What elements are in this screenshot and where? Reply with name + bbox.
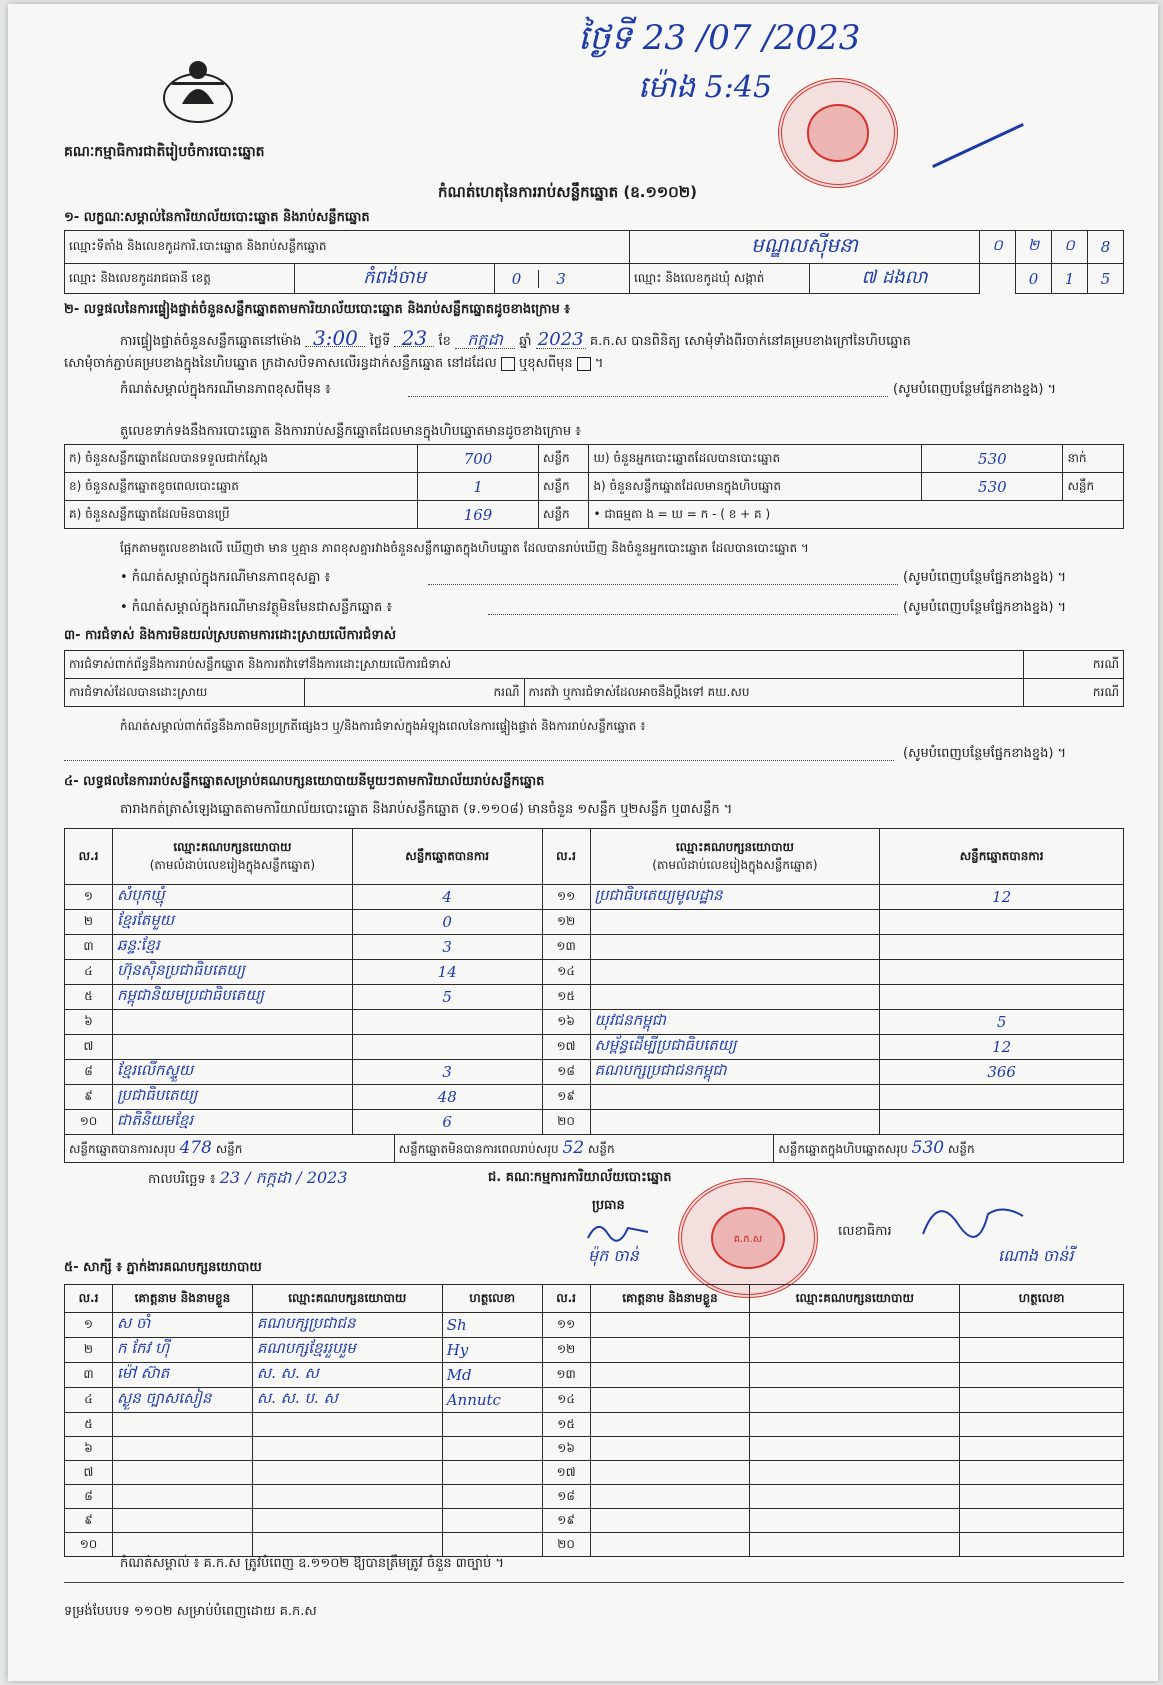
party-votes: 3 [352, 1060, 542, 1085]
witness-name: ម៉ៅ ស៊ាត [112, 1363, 252, 1388]
stat-label: ង) ចំនួនសន្លឹកឆ្នោតដែលមានក្នុងហិបឆ្នោត [589, 473, 922, 501]
total-ballots-in-box: 530 [911, 1138, 945, 1158]
party-votes [880, 1085, 1124, 1110]
row-number: ១៨ [542, 1485, 590, 1509]
row-number: ២ [65, 1338, 113, 1363]
footer-note: កំណត់សម្គាល់ ៖ គ.ក.ស ត្រូវបំពេញ ឧ.១១០២ ឱ្យបានត្រឹមត្រូវ ចំនួន ៣ច្បាប់ ។ [120, 1556, 504, 1571]
witness-signature [960, 1388, 1124, 1413]
verification-time: 3:00 [305, 330, 365, 347]
party-votes: 12 [880, 885, 1124, 910]
row-number: ៣ [65, 1363, 113, 1388]
office-code-digit: ២ [1016, 231, 1052, 264]
witness-name [590, 1461, 750, 1485]
table-row [65, 1363, 1124, 1388]
party-votes [880, 910, 1124, 935]
totals-table: សន្លឹកឆ្នោតបានការសរុប 478 សន្លឹក សន្លឹកឆ្នោតមិនបានការពេលរាប់សរុប 52 សន្លឹក សន្លឹកឆ្នោតក្នុងហិបឆ្នោតសរុប 530 សន្លឹក [64, 1134, 1124, 1163]
witness-signature: Sh [442, 1313, 542, 1338]
office-code-digit: ០ [980, 231, 1016, 264]
bullet-difference: • កំណត់សម្គាល់ក្នុងករណីមានភាពខុសគ្នា ៖ [120, 570, 331, 585]
row-number: ៩ [65, 1085, 113, 1110]
committee-signature-label: ជ. គណៈកម្មការការិយាល័យបោះឆ្នោត [488, 1170, 672, 1185]
witness-party [750, 1485, 960, 1509]
row-number: ៦ [65, 1010, 113, 1035]
stat-label: គ) ចំនួនសន្លឹកឆ្នោតដែលមិនបានប្រើ [65, 501, 418, 529]
party-votes [880, 935, 1124, 960]
province-code-digit: 3 [556, 269, 566, 288]
chairman-signature [583, 1216, 653, 1246]
table-row [65, 1085, 1124, 1110]
total-invalid-votes: 52 [562, 1138, 585, 1158]
vote-sheet-count: តារាងកត់ត្រាសំឡេងឆ្នោតតាមការិយាល័យបោះឆ្នោត និងរាប់សន្លឹកឆ្នោត (ទ.១១០៨) មានចំនួន ១សន្លឹក ឬ២សន្លឹក ឬ៣សន្លឹក ។ [120, 802, 733, 817]
row-number: ៤ [65, 960, 113, 985]
row-number: ៨ [65, 1060, 113, 1085]
row-number: ១៩ [542, 1085, 590, 1110]
witness-table: ល.រ គោត្តនាម និងនាមខ្លួន ឈ្មោះគណបក្សនយោបាយ ហត្ថលេខា ល.រ គោត្តនាម និងនាមខ្លួន ឈ្មោះគណបក្សនយោបាយ ហត្ថលេខា ១ ស ចាំ គណបក្សប្រជាជន Sh ១១ ២ ក កែវ ហ៊ី គណបក្សខ្មែររួបរួម Hy ១២ ៣ ម៉ៅ ស៊ាត ស. ស. ស Md ១៣ ៤ ស្ងួន ច្បាសសៀន ស. ស. ប. ស Annutc ១៤ ៥ ១៥ ៦ ១៦ ៧ ១៧ ៨ ១៨ ៩ ១៩ ១០ ២០ [64, 1284, 1124, 1557]
row-number: ១៣ [542, 1363, 590, 1388]
stat-label: ឃ) ចំនួនអ្នកបោះឆ្នោតដែលបានបោះឆ្នោត [589, 445, 922, 473]
party-name: យុវជនកម្ពុជា [590, 1010, 880, 1035]
witness-signature [960, 1363, 1124, 1388]
witness-signature [960, 1509, 1124, 1533]
witness-party [252, 1413, 442, 1437]
row-number: ១៣ [542, 935, 590, 960]
witness-name: ក កែវ ហ៊ី [112, 1338, 252, 1363]
witness-signature [960, 1533, 1124, 1557]
party-votes: 0 [352, 910, 542, 935]
party-name [590, 985, 880, 1010]
secretary-signature [918, 1194, 1028, 1244]
witness-name [112, 1485, 252, 1509]
witness-signature [960, 1485, 1124, 1509]
secretary-name: ណោង ចាន់រី [998, 1246, 1074, 1265]
party-votes [880, 960, 1124, 985]
witness-party [750, 1533, 960, 1557]
form-sheet [8, 4, 1158, 1681]
witness-name [590, 1313, 750, 1338]
province-label: ឈ្មោះ និងលេខកូដរាជធានី ខេត្ត [65, 264, 295, 294]
witness-name [112, 1437, 252, 1461]
witness-party [252, 1533, 442, 1557]
witness-signature [442, 1533, 542, 1557]
row-number: ៨ [65, 1485, 113, 1509]
handwritten-time: ម៉ោង 5:45 [638, 70, 773, 105]
witness-party [750, 1437, 960, 1461]
table-row [65, 885, 1124, 910]
irregularity-note: កំណត់សម្គាល់ពាក់ព័ន្ធនឹងភាពមិនប្រក្រតីផ្សេងៗ ឬ/និងការជំទាស់ក្នុងអំឡុងពេលនៃការផ្ទៀងផ្ទាត់ និងការរាប់សន្លឹកឆ្នោត ៖ [120, 719, 646, 733]
date-line: កាលបរិច្ឆេទ ៖ 23 / កក្កដា / 2023 [148, 1168, 348, 1187]
row-number: ១៥ [542, 1413, 590, 1437]
witness-signature [960, 1437, 1124, 1461]
party-name: សម្ព័ន្ធដើម្បីប្រជាធិបតេយ្យ [590, 1035, 880, 1060]
row-number: ១៥ [542, 985, 590, 1010]
row-number: ១០ [65, 1533, 113, 1557]
witness-party: ស. ស. ស [252, 1363, 442, 1388]
office-code-digit: 8 [1088, 231, 1124, 264]
unchanged-checkbox[interactable] [501, 357, 515, 371]
table-row [65, 1010, 1124, 1035]
party-name [112, 1035, 352, 1060]
party-votes [352, 1010, 542, 1035]
party-votes: 14 [352, 960, 542, 985]
verification-line: ការផ្ទៀងផ្ទាត់ចំនួនសន្លឹកឆ្នោតនៅម៉ោង 3:00 ថ្ងៃទី 23 ខែ កក្កដា ឆ្នាំ 2023 គ.ក.ស បានពិនិត្យ សោមុំទាំងពីរចាក់នៅគម្របខាងក្រៅនៃហិបឆ្នោត [120, 326, 911, 350]
witness-party [750, 1461, 960, 1485]
witness-name [590, 1437, 750, 1461]
party-name [590, 1085, 880, 1110]
handwritten-stroke [932, 123, 1024, 168]
stats-intro: តួលេខទាក់ទងនឹងការបោះឆ្នោត និងការរាប់សន្លឹកឆ្នោតដែលមានក្នុងហិបឆ្នោតមានដូចខាងក្រោម ៖ [120, 424, 581, 439]
row-number: ៥ [65, 1413, 113, 1437]
witness-name [590, 1485, 750, 1509]
party-name [112, 1010, 352, 1035]
table-row [65, 935, 1124, 960]
row-number: ១ [65, 885, 113, 910]
total-valid-votes: 478 [179, 1138, 212, 1158]
witness-name [590, 1509, 750, 1533]
witness-name: ស ចាំ [112, 1313, 252, 1338]
witness-signature [442, 1413, 542, 1437]
witness-name [112, 1413, 252, 1437]
party-name: ខ្មែរលើកស្ទួយ [112, 1060, 352, 1085]
table-row [65, 1388, 1124, 1413]
row-number: ១១ [542, 1313, 590, 1338]
party-name [590, 935, 880, 960]
row-number: ៣ [65, 935, 113, 960]
party-votes: 3 [352, 935, 542, 960]
office-seal-top [778, 78, 898, 188]
row-number: ២០ [542, 1110, 590, 1135]
party-name: ខ្មែរតែមួយ [112, 910, 352, 935]
section5-title: ៥- សាក្សី ៖ ភ្នាក់ងារគណបក្សនយោបាយ [64, 1260, 262, 1275]
party-votes: 5 [880, 1010, 1124, 1035]
table-row [65, 1533, 1124, 1557]
row-number: ៩ [65, 1509, 113, 1533]
ballots-in-box-value: 530 [922, 473, 1063, 501]
province-value: កំពង់ចាម [295, 264, 495, 294]
party-votes [880, 985, 1124, 1010]
witness-party: គណបក្សប្រជាជន [252, 1313, 442, 1338]
party-votes: 48 [352, 1085, 542, 1110]
stat-label: ខ) ចំនួនសន្លឹកឆ្នោតខូចពេលបោះឆ្នោត [65, 473, 418, 501]
witness-party [750, 1509, 960, 1533]
commune-code-digit: 5 [1088, 264, 1124, 294]
witness-name [590, 1413, 750, 1437]
stat-label: ក) ចំនួនសន្លឹកឆ្នោតដែលបានទទួលជាក់ស្តែង [65, 445, 418, 473]
table-row [65, 1110, 1124, 1135]
bullet-foreign-object: • កំណត់សម្គាល់ក្នុងករណីមានវត្ថុមិនមែនជាសន្លឹកឆ្នោត ៖ [120, 600, 393, 615]
witness-signature [442, 1509, 542, 1533]
party-name: ឆន្ទៈខ្មែរ [112, 935, 352, 960]
row-number: ៥ [65, 985, 113, 1010]
unused-ballots-value: 169 [418, 501, 539, 529]
changed-checkbox[interactable] [577, 357, 591, 371]
witness-party [750, 1388, 960, 1413]
witness-signature [442, 1461, 542, 1485]
verification-year: 2023 [536, 332, 586, 349]
party-name [590, 960, 880, 985]
witness-name: ស្ងួន ច្បាសសៀន [112, 1388, 252, 1413]
row-number: ១១ [542, 885, 590, 910]
table-row [65, 1485, 1124, 1509]
party-votes [880, 1110, 1124, 1135]
table-row [65, 1461, 1124, 1485]
witness-name [590, 1338, 750, 1363]
party-votes: 6 [352, 1110, 542, 1135]
row-number: ២ [65, 910, 113, 935]
witness-signature: Hy [442, 1338, 542, 1363]
signing-date: 23 / កក្កដា / 2023 [219, 1168, 348, 1187]
row-number: ៦ [65, 1437, 113, 1461]
commune-value: ៧ ដងលា [810, 264, 980, 294]
witness-signature [960, 1338, 1124, 1363]
party-name: ប្រជាធិបតេយ្យ [112, 1085, 352, 1110]
office-value: មណ្ឌលស៊ីមនា [630, 231, 980, 264]
table-row [65, 1509, 1124, 1533]
witness-party [252, 1509, 442, 1533]
table-row [65, 1035, 1124, 1060]
row-number: ១៧ [542, 1035, 590, 1060]
party-votes [352, 1035, 542, 1060]
witness-party [750, 1338, 960, 1363]
table-row [65, 960, 1124, 985]
section3-title: ៣- ការជំទាស់ និងការមិនយល់ស្របតាមការដោះស្រាយលើការជំទាស់ [64, 628, 396, 643]
section1-table [64, 230, 1124, 294]
section1-title: ១- លក្ខណៈសម្គាល់នៃការិយាល័យបោះឆ្នោត និងរាប់សន្លឹកឆ្នោត [64, 210, 370, 225]
row-number: ១៤ [542, 1388, 590, 1413]
witness-party: ស. ស. ប. ស [252, 1388, 442, 1413]
commune-label: ឈ្មោះ និងលេខកូដឃុំ សង្កាត់ [630, 264, 810, 294]
table-row [65, 1313, 1124, 1338]
row-number: ១ [65, 1313, 113, 1338]
spoiled-ballots-value: 1 [418, 473, 539, 501]
row-number: ២០ [542, 1533, 590, 1557]
party-name [590, 910, 880, 935]
committee-name: គណៈកម្មាធិការជាតិរៀបចំការបោះឆ្នោត [64, 144, 265, 160]
table-row [65, 1413, 1124, 1437]
witness-signature [442, 1437, 542, 1461]
witness-signature [960, 1461, 1124, 1485]
discrepancy-check: ផ្អែកតាមតួលេខខាងលើ ឃើញថា មាន ឬគ្មាន ភាពខុសគ្នារវាងចំនួនសន្លឹកឆ្នោតក្នុងហិបឆ្នោត ដែលបានរាប់ឃើញ និងចំនួនអ្នកបោះឆ្នោត ដែលបានបោះឆ្នោត ។ [120, 541, 809, 555]
row-number: ៧ [65, 1461, 113, 1485]
party-votes: 5 [352, 985, 542, 1010]
chairman-name: ម៉ុក ចាន់ [588, 1246, 639, 1265]
commune-code-digit: 1 [1052, 264, 1088, 294]
stats-table: ក) ចំនួនសន្លឹកឆ្នោតដែលបានទទួលជាក់ស្តែង 700 សន្លឹក ឃ) ចំនួនអ្នកបោះឆ្នោតដែលបានបោះឆ្នោត 530 នាក់ ខ) ចំនួនសន្លឹកឆ្នោតខូចពេលបោះឆ្នោត 1 សន្លឹក ង) ចំនួនសន្លឹកឆ្នោតដែលមានក្នុងហិបឆ្នោត 530 សន្លឹក គ) ចំនួនសន្លឹកឆ្នោតដែលមិនបានប្រើ 169 សន្លឹក • ជាធម្មតា ង = ឃ = ក - ( ខ + គ ) [64, 444, 1124, 529]
party-name: ជាតិនិយមខ្មែរ [112, 1110, 352, 1135]
verification-month: កក្កដា [455, 332, 515, 349]
form-title: កំណត់ហេតុនៃការរាប់សន្លឹកឆ្នោត (ឧ.១១០២) [438, 183, 698, 201]
witness-party [252, 1485, 442, 1509]
hint-text: (សូមបំពេញបន្ថែមផ្នែកខាងខ្នង) ។ [903, 746, 1067, 761]
witness-signature [960, 1413, 1124, 1437]
table-row [65, 1437, 1124, 1461]
witness-name [112, 1509, 252, 1533]
party-votes: 12 [880, 1035, 1124, 1060]
witness-name [112, 1533, 252, 1557]
row-number: ១៦ [542, 1010, 590, 1035]
party-name [590, 1110, 880, 1135]
witness-party [750, 1313, 960, 1338]
chairman-label: ប្រធាន [592, 1198, 625, 1213]
witness-signature: Annutc [442, 1388, 542, 1413]
witness-party [252, 1437, 442, 1461]
office-label: ឈ្មោះទីតាំង និងលេខកូដការិ.បោះឆ្នោត និងរាប់សន្លឹកឆ្នោត [65, 231, 630, 264]
party-votes: 366 [880, 1060, 1124, 1085]
witness-signature [960, 1313, 1124, 1338]
hint-text: (សូមបំពេញបន្ថែមផ្នែកខាងខ្នង) ។ [903, 600, 1067, 615]
difference-note-label: កំណត់សម្គាល់ក្នុងករណីមានភាពខុសពីមុន ៖ [120, 382, 331, 397]
secretary-label: លេខាធិការ [838, 1224, 892, 1239]
witness-party [750, 1413, 960, 1437]
row-number: ១៨ [542, 1060, 590, 1085]
section4-title: ៤- លទ្ធផលនៃការរាប់សន្លឹកឆ្នោតសម្រាប់គណបក្សនយោបាយនីមួយៗតាមការិយាល័យរាប់សន្លឹកឆ្នោត [64, 774, 545, 789]
table-row [65, 1060, 1124, 1085]
nec-logo-icon [158, 54, 238, 126]
table-row [65, 910, 1124, 935]
office-code-digit: ០ [1052, 231, 1088, 264]
party-votes: 4 [352, 885, 542, 910]
witness-party [252, 1461, 442, 1485]
row-number: ១៤ [542, 960, 590, 985]
formula-note: • ជាធម្មតា ង = ឃ = ក - ( ខ + គ ) [589, 501, 1124, 529]
row-number: ១២ [542, 910, 590, 935]
party-name: កម្ពុជានិយមប្រជាធិបតេយ្យ [112, 985, 352, 1010]
table-row [65, 985, 1124, 1010]
party-name: ហ៊ុនស៊ិនប្រជាធិបតេយ្យ [112, 960, 352, 985]
office-seal-center: គ.ក.ស [678, 1178, 818, 1298]
row-number: ១៧ [542, 1461, 590, 1485]
witness-signature [442, 1485, 542, 1509]
seal-status-line: សោមុំចាក់ភ្ជាប់គម្របខាងក្នុងនៃហិបឆ្នោត ក្រដាសបិទភាសលើរន្ធដាក់សន្លឹកឆ្នោត នៅដដែល ឬខុសពីមុន ។ [64, 356, 604, 371]
voters-value: 530 [922, 445, 1063, 473]
row-number: ១៦ [542, 1437, 590, 1461]
party-name: ប្រជាធិបតេយ្យមូលដ្ឋាន [590, 885, 880, 910]
complaints-table: ការជំទាស់ពាក់ព័ន្ធនឹងការរាប់សន្លឹកឆ្នោត និងការតវ៉ាទៅនឹងការដោះស្រាយលើការជំទាស់ ករណី ការជំទាស់ដែលបានដោះស្រាយ ករណី ការតវ៉ា ឬការជំទាស់ដែលអាចនឹងប្តឹងទៅ គឃ.សប ករណី [64, 650, 1124, 707]
commune-code-digit: 0 [1016, 264, 1052, 294]
row-number: ៤ [65, 1388, 113, 1413]
witness-name [590, 1388, 750, 1413]
party-votes-table: ល.រ ឈ្មោះគណបក្សនយោបាយ (តាមលំដាប់លេខរៀងក្នុងសន្លឹកឆ្នោត) សន្លឹកឆ្នោតបានការ ល.រ ឈ្មោះគណបក្សនយោបាយ (តាមលំដាប់លេខរៀងក្នុងសន្លឹកឆ្នោត) សន្លឹកឆ្នោតបានការ ១ សំបុកឃ្មុំ 4 ១១ ប្រជាធិបតេយ្យមូលដ្ឋាន 12 ២ ខ្មែរតែមួយ 0 ១២ ៣ ឆន្ទៈខ្មែរ 3 ១៣ ៤ ហ៊ុនស៊ិនប្រជាធិបតេយ្យ 14 ១៤ ៥ កម្ពុជានិយមប្រជាធិបតេយ្យ 5 ១៥ ៦ ១៦ យុវជនកម្ពុជា 5 ៧ ១៧ សម្ព័ន្ធដើម្បីប្រជាធិបតេយ្យ 12 ៨ ខ្មែរលើកស្ទួយ 3 ១៨ គណបក្សប្រជាជនកម្ពុជា 366 ៩ ប្រជាធិបតេយ្យ 48 ១៩ ១០ ជាតិនិយមខ្មែរ 6 ២០ [64, 828, 1124, 1135]
section2-title: ២- លទ្ធផលនៃការផ្ទៀងផ្ទាត់ចំនួនសន្លឹកឆ្នោតតាមការិយាល័យបោះឆ្នោត និងរាប់សន្លឹកឆ្នោតដូចខាងក្រោម ៖ [64, 302, 570, 317]
row-number: ៧ [65, 1035, 113, 1060]
received-ballots-value: 700 [418, 445, 539, 473]
party-name: គណបក្សប្រជាជនកម្ពុជា [590, 1060, 880, 1085]
witness-party [750, 1363, 960, 1388]
party-name: សំបុកឃ្មុំ [112, 885, 352, 910]
witness-name [590, 1533, 750, 1557]
table-row [65, 1338, 1124, 1363]
witness-signature: Md [442, 1363, 542, 1388]
row-number: ១៩ [542, 1509, 590, 1533]
row-number: ១២ [542, 1338, 590, 1363]
row-number: ១០ [65, 1110, 113, 1135]
witness-name [112, 1461, 252, 1485]
witness-party: គណបក្សខ្មែររួបរួម [252, 1338, 442, 1363]
difference-note-hint: (សូមបំពេញបន្ថែមផ្នែកខាងខ្នង) ។ [893, 382, 1057, 397]
witness-name [590, 1363, 750, 1388]
form-code: ទម្រង់បែបបទ ១១០២ សម្រាប់បំពេញដោយ គ.ក.ស [64, 1604, 317, 1619]
handwritten-date: ថ្ងៃទី 23 /07 /2023 [578, 18, 861, 58]
province-code-digit: 0 [495, 270, 539, 288]
verification-day: 23 [394, 330, 434, 347]
hint-text: (សូមបំពេញបន្ថែមផ្នែកខាងខ្នង) ។ [903, 570, 1067, 585]
